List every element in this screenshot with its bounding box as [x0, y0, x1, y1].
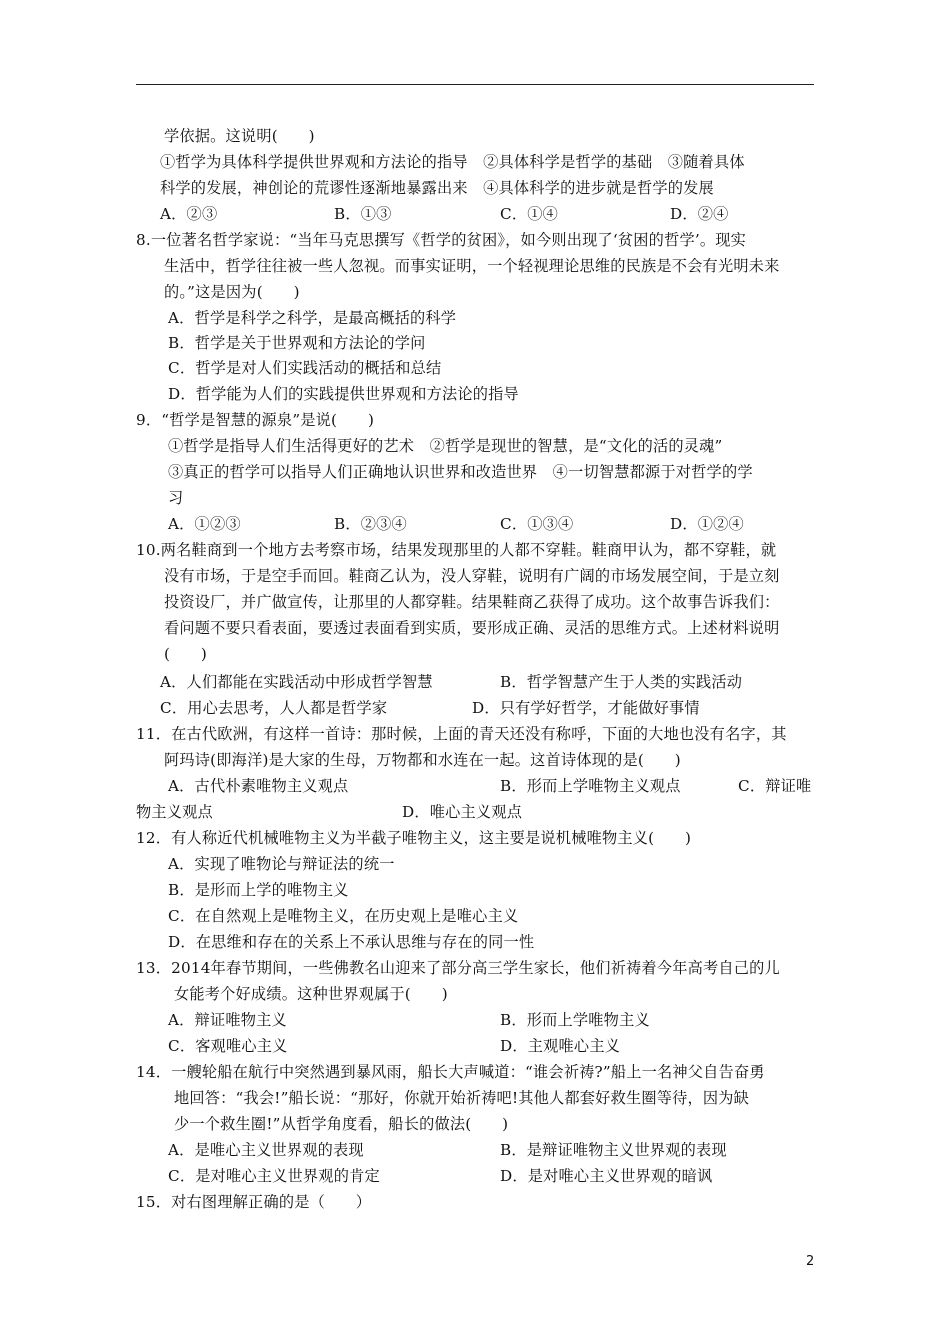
q10-stem-line-4: 看问题不要只看表面，要透过表面看到实质，要形成正确、灵活的思维方式。上述材料说明	[164, 619, 780, 637]
q14-option-d: D．是对唯心主义世界观的暗讽	[500, 1167, 713, 1185]
q12-option-d: D．在思维和存在的关系上不承认思维与存在的同一性	[168, 933, 535, 951]
q14-stem-line-3: 少一个救生圈!”从哲学角度看，船长的做法( )	[174, 1115, 509, 1133]
q13-stem-line-1: 13．2014年春节期间，一些佛教名山迎来了部分高三学生家长，他们祈祷着今年高考自己的儿	[136, 959, 780, 977]
q11-stem-line-1: 11．在古代欧洲，有这样一首诗：那时候，上面的青天还没有称呼，下面的大地也没有名字，其	[136, 725, 787, 743]
q8-option-b: B．哲学是关于世界观和方法论的学问	[168, 334, 426, 352]
q9-statement-line-2: ③真正的哲学可以指导人们正确地认识世界和改造世界 ④一切智慧都源于对哲学的学	[168, 463, 753, 481]
header-rule	[136, 84, 814, 85]
q14-option-a: A．是唯心主义世界观的表现	[168, 1141, 364, 1159]
q10-stem-line-3: 投资设厂，并广做宣传，让那里的人都穿鞋。结果鞋商乙获得了成功。这个故事告诉我们：	[164, 593, 780, 611]
q11-option-b: B．形而上学唯物主义观点	[500, 777, 681, 795]
q10-option-c: C．用心去思考，人人都是哲学家	[160, 699, 388, 717]
q7-option-d: D．②④	[670, 205, 729, 223]
q13-stem-line-2: 女能考个好成绩。这种世界观属于( )	[174, 985, 448, 1003]
q8-stem-line-3: 的。”这是因为( )	[164, 283, 300, 301]
q7-option-a: A．②③	[160, 205, 218, 223]
q8-option-d: D．哲学能为人们的实践提供世界观和方法论的指导	[168, 385, 519, 403]
q11-stem-line-2: 阿玛诗(即海洋)是大家的生母，万物都和水连在一起。这首诗体现的是( )	[164, 751, 681, 769]
q12-option-a: A．实现了唯物论与辩证法的统一	[168, 855, 395, 873]
q9-option-a: A．①②③	[168, 515, 241, 533]
q9-statement-line-3: 习	[168, 489, 184, 507]
q7-option-b: B．①③	[334, 205, 392, 223]
q11-option-c-part-1: C．辩证唯	[738, 777, 812, 795]
q11-option-d: D．唯心主义观点	[402, 803, 523, 821]
q12-option-c: C．在自然观上是唯物主义，在历史观上是唯心主义	[168, 907, 519, 925]
q12-stem: 12．有人称近代机械唯物主义为半截子唯物主义，这主要是说机械唯物主义( )	[136, 829, 692, 847]
q15-stem: 15．对右图理解正确的是（ ）	[136, 1193, 372, 1211]
q14-stem-line-2: 地回答：“我会!”船长说：“那好，你就开始祈祷吧!其他人都套好救生圈等待，因为缺	[174, 1089, 750, 1107]
q8-option-a: A．哲学是科学之科学，是最高概括的科学	[168, 309, 457, 327]
q9-stem: 9．“哲学是智慧的源泉”是说( )	[136, 411, 375, 429]
page-number: 2	[806, 1254, 815, 1269]
q10-option-b: B．哲学智慧产生于人类的实践活动	[500, 673, 743, 691]
q10-stem-line-1: 10.两名鞋商到一个地方去考察市场，结果发现那里的人都不穿鞋。鞋商甲认为，都不穿鞋，就	[136, 541, 777, 559]
q11-option-c-part-2: 物主义观点	[136, 803, 213, 821]
q7-option-c: C．①④	[500, 205, 558, 223]
q9-option-b: B．②③④	[334, 515, 407, 533]
q13-option-b: B．形而上学唯物主义	[500, 1011, 650, 1029]
q7-stem-tail: 学依据。这说明( )	[164, 127, 315, 145]
q11-option-a: A．古代朴素唯物主义观点	[168, 777, 349, 795]
q13-option-c: C．客观唯心主义	[168, 1037, 288, 1055]
q10-stem-line-5: ( )	[164, 645, 208, 663]
q8-stem-line-2: 生活中，哲学往往被一些人忽视。而事实证明，一个轻视理论思维的民族是不会有光明未来	[164, 257, 780, 275]
q13-option-d: D．主观唯心主义	[500, 1037, 621, 1055]
q8-stem-line-1: 8.一位著名哲学家说：“当年马克思撰写《哲学的贫困》，如今则出现了‘贫困的哲学’。现实	[136, 231, 747, 249]
q9-option-d: D．①②④	[670, 515, 744, 533]
q14-option-b: B．是辩证唯物主义世界观的表现	[500, 1141, 727, 1159]
q10-option-a: A．人们都能在实践活动中形成哲学智慧	[160, 673, 433, 691]
q7-statement-line-1: ①哲学为具体科学提供世界观和方法论的指导 ②具体科学是哲学的基础 ③随着具体	[160, 153, 745, 171]
q13-option-a: A．辩证唯物主义	[168, 1011, 287, 1029]
q14-stem-line-1: 14．一艘轮船在航行中突然遇到暴风雨，船长大声喊道：“谁会祈祷?”船上一名神父自告奋勇	[136, 1063, 765, 1081]
q10-stem-line-2: 没有市场，于是空手而回。鞋商乙认为，没人穿鞋，说明有广阔的市场发展空间，于是立刻	[164, 567, 780, 585]
q7-statement-line-2: 科学的发展，神创论的荒谬性逐渐地暴露出来 ④具体科学的进步就是哲学的发展	[160, 179, 714, 197]
q10-option-d: D．只有学好哲学，才能做好事情	[472, 699, 700, 717]
q9-option-c: C．①③④	[500, 515, 574, 533]
q9-statement-line-1: ①哲学是指导人们生活得更好的艺术 ②哲学是现世的智慧，是“文化的活的灵魂”	[168, 437, 723, 455]
q12-option-b: B．是形而上学的唯物主义	[168, 881, 349, 899]
q8-option-c: C．哲学是对人们实践活动的概括和总结	[168, 359, 442, 377]
q14-option-c: C．是对唯心主义世界观的肯定	[168, 1167, 380, 1185]
